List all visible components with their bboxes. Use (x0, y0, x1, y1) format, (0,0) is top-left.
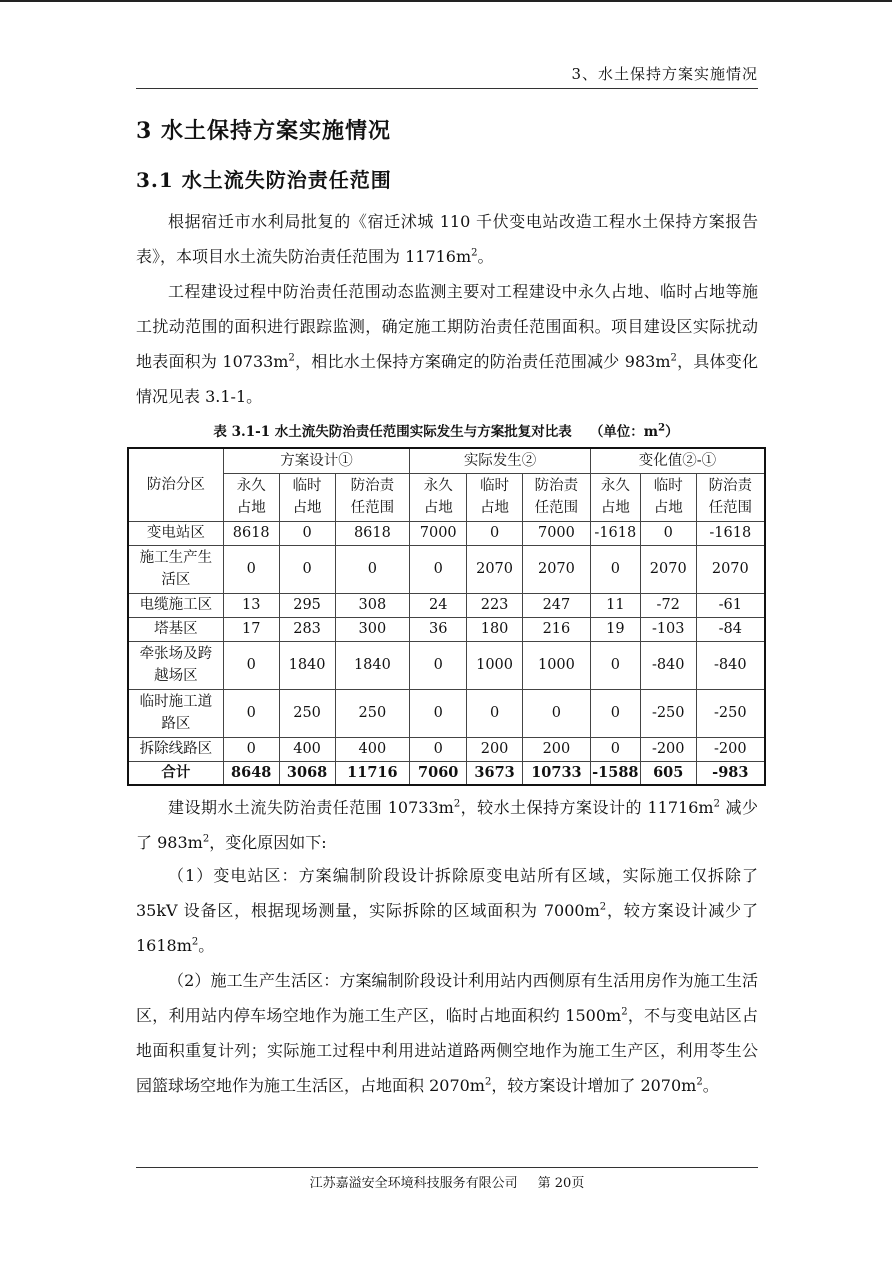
paragraph-monitoring (136, 274, 758, 414)
total-label-cell: 合计 (128, 761, 223, 785)
paragraph-reason-construction-area (136, 963, 758, 1103)
value-cell: 8618 (335, 521, 410, 545)
superscript: 2 (202, 833, 210, 845)
value-cell: 2070 (523, 545, 591, 593)
table-caption (126, 420, 766, 440)
value-cell: 0 (590, 641, 640, 689)
value-cell: 7000 (523, 521, 591, 545)
superscript: 2 (713, 798, 720, 810)
value-cell: 36 (410, 617, 467, 641)
value-cell: 2070 (640, 545, 696, 593)
value-cell: 11 (590, 593, 640, 617)
zone-name-cell: 塔基区 (128, 617, 223, 641)
value-cell: 216 (523, 617, 591, 641)
text-run: 减少了 983m (136, 798, 758, 852)
text-run: 建设期水土流失防治责任范围 10733m (168, 798, 454, 817)
text-run: （2）施工生产生活区：方案编制阶段设计利用站内西侧原有生活用房作为施工生活区，利用站内停车场空地作为施工生产区，临时占地面积约 1500m (136, 971, 758, 1025)
table-row (128, 521, 765, 545)
value-cell: 0 (279, 521, 335, 545)
header-temporary: 临时 占地 (640, 473, 696, 521)
value-cell: 1840 (335, 641, 410, 689)
table-row (128, 617, 765, 641)
header-permanent: 永久 占地 (223, 473, 279, 521)
superscript: 2 (696, 1076, 703, 1088)
value-cell: 250 (279, 689, 335, 737)
footer-company: 江苏嘉溢安全环境科技服务有限公司 (309, 1176, 518, 1191)
value-cell: -250 (640, 689, 696, 737)
value-cell: 0 (279, 545, 335, 593)
zone-name-cell: 施工生产生 活区 (128, 545, 223, 593)
total-value-cell: -1588 (590, 761, 640, 785)
value-cell: 0 (223, 737, 279, 761)
value-cell: -1618 (696, 521, 765, 545)
superscript: 2 (288, 352, 295, 364)
footer-page-number: 第 20页 (537, 1176, 585, 1191)
header-responsibility: 防治责 任范围 (523, 473, 591, 521)
text-run: ，较水土保持方案设计的 11716m (460, 798, 714, 817)
top-border-line (0, 0, 892, 2)
value-cell: 19 (590, 617, 640, 641)
value-cell: 0 (410, 737, 467, 761)
total-value-cell: 3068 (279, 761, 335, 785)
value-cell: -84 (696, 617, 765, 641)
value-cell: 250 (335, 689, 410, 737)
chapter-title: 3 水土保持方案实施情况 (136, 118, 391, 144)
table-row (128, 593, 765, 617)
superscript: 2 (670, 352, 677, 364)
superscript: 2 (599, 901, 607, 913)
footer-line (136, 1167, 758, 1168)
value-cell: 0 (467, 689, 523, 737)
header-responsibility: 防治责 任范围 (696, 473, 765, 521)
value-cell: -200 (640, 737, 696, 761)
value-cell: 8618 (223, 521, 279, 545)
table-row (128, 545, 765, 593)
value-cell: 0 (223, 641, 279, 689)
superscript: 2 (484, 1076, 492, 1088)
value-cell: -72 (640, 593, 696, 617)
value-cell: 2070 (467, 545, 523, 593)
superscript: 2 (471, 247, 478, 259)
value-cell: 24 (410, 593, 467, 617)
superscript: 2 (621, 1006, 628, 1018)
header-responsibility: 防治责 任范围 (335, 473, 410, 521)
page-footer (136, 1172, 758, 1191)
value-cell: -840 (696, 641, 765, 689)
value-cell: 300 (335, 617, 410, 641)
table-caption-text: 表 3.1-1 水土流失防治责任范围实际发生与方案批复对比表 (213, 424, 572, 440)
paragraph-summary (136, 790, 758, 860)
value-cell: 223 (467, 593, 523, 617)
running-header-title: 3、水土保持方案实施情况 (571, 65, 758, 83)
value-cell: -1618 (590, 521, 640, 545)
zone-name-cell: 临时施工道 路区 (128, 689, 223, 737)
value-cell: 0 (223, 545, 279, 593)
paragraph-reason-substation (136, 858, 758, 963)
value-cell: 13 (223, 593, 279, 617)
header-zone: 防治分区 (128, 448, 223, 521)
header-change: 变化值②-① (590, 448, 765, 473)
value-cell: 295 (279, 593, 335, 617)
text-run: ，不与变电站区占地面积重复计列；实际施工过程中利用进站道路两侧空地作为施工生产区，利用苓生公园篮球场空地作为施工生活区，占地面积 2070m (136, 1006, 758, 1095)
total-value-cell: 7060 (410, 761, 467, 785)
header-permanent: 永久 占地 (410, 473, 467, 521)
comparison-table (127, 447, 766, 786)
section-title: 3.1 水土流失防治责任范围 (136, 168, 392, 192)
total-value-cell: 10733 (523, 761, 591, 785)
value-cell: 1000 (523, 641, 591, 689)
value-cell: 0 (335, 545, 410, 593)
value-cell: 200 (523, 737, 591, 761)
table-unit (590, 424, 679, 440)
total-value-cell: 8648 (223, 761, 279, 785)
superscript: 2 (453, 798, 461, 810)
value-cell: 17 (223, 617, 279, 641)
text-run: ，较方案设计减少了 1618m (136, 901, 758, 955)
value-cell: 0 (410, 689, 467, 737)
text-run: ，较方案设计增加了 2070m (491, 1076, 697, 1095)
value-cell: 0 (523, 689, 591, 737)
text-run: 根据宿迁市水利局批复的《宿迁沭城 110 千伏变电站改造工程水土保持方案报告表》，本项目水土流失防治责任范围为 11716m (136, 212, 758, 266)
value-cell: -200 (696, 737, 765, 761)
paragraph-approval (136, 204, 758, 274)
value-cell: -250 (696, 689, 765, 737)
text-run: 。 (702, 1076, 719, 1095)
text-run: （1）变电站区：方案编制阶段设计拆除原变电站所有区域，实际施工仅拆除了 35kV 设备区，根据现场测量，实际拆除的区域面积为 7000m (136, 866, 758, 920)
text-run: 。 (477, 247, 494, 266)
header-permanent: 永久 占地 (590, 473, 640, 521)
total-value-cell: -983 (696, 761, 765, 785)
value-cell: 200 (467, 737, 523, 761)
value-cell: 7000 (410, 521, 467, 545)
table-row (128, 689, 765, 737)
table-total-row (128, 761, 765, 785)
zone-name-cell: 拆除线路区 (128, 737, 223, 761)
value-cell: -840 (640, 641, 696, 689)
table-row (128, 641, 765, 689)
value-cell: 180 (467, 617, 523, 641)
value-cell: 400 (335, 737, 410, 761)
zone-name-cell: 牵张场及跨 越场区 (128, 641, 223, 689)
value-cell: -103 (640, 617, 696, 641)
value-cell: 1840 (279, 641, 335, 689)
table-row (128, 737, 765, 761)
unit-text: （单位：m (589, 424, 659, 440)
running-header (136, 60, 758, 89)
text-run: 工程建设过程中防治责任范围动态监测主要对工程建设中永久占地、临时占地等施工扰动范围的面积进行跟踪监测，确定施工期防治责任范围面积。项目建设区实际扰动地表面积为 10733m (136, 282, 758, 371)
value-cell: 0 (410, 545, 467, 593)
total-value-cell: 11716 (335, 761, 410, 785)
value-cell: 247 (523, 593, 591, 617)
text-run: 。 (198, 936, 215, 955)
value-cell: 0 (590, 689, 640, 737)
zone-name-cell: 电缆施工区 (128, 593, 223, 617)
value-cell: 2070 (696, 545, 765, 593)
header-actual: 实际发生② (410, 448, 591, 473)
value-cell: 1000 (467, 641, 523, 689)
text-run: ，相比水土保持方案确定的防治责任范围减少 983m (294, 352, 671, 371)
total-value-cell: 605 (640, 761, 696, 785)
value-cell: 308 (335, 593, 410, 617)
value-cell: 0 (590, 737, 640, 761)
total-value-cell: 3673 (467, 761, 523, 785)
zone-name-cell: 变电站区 (128, 521, 223, 545)
value-cell: -61 (696, 593, 765, 617)
value-cell: 400 (279, 737, 335, 761)
text-run: ，变化原因如下: (209, 833, 327, 852)
superscript: 2 (658, 422, 666, 434)
header-plan-design: 方案设计① (223, 448, 410, 473)
value-cell: 0 (640, 521, 696, 545)
header-temporary: 临时 占地 (279, 473, 335, 521)
text-run: ，具体变化情况见表 3.1-1。 (136, 352, 758, 406)
value-cell: 0 (467, 521, 523, 545)
value-cell: 0 (410, 641, 467, 689)
header-temporary: 临时 占地 (467, 473, 523, 521)
unit-text: ） (665, 424, 679, 440)
value-cell: 283 (279, 617, 335, 641)
value-cell: 0 (590, 545, 640, 593)
value-cell: 0 (223, 689, 279, 737)
superscript: 2 (191, 936, 199, 948)
